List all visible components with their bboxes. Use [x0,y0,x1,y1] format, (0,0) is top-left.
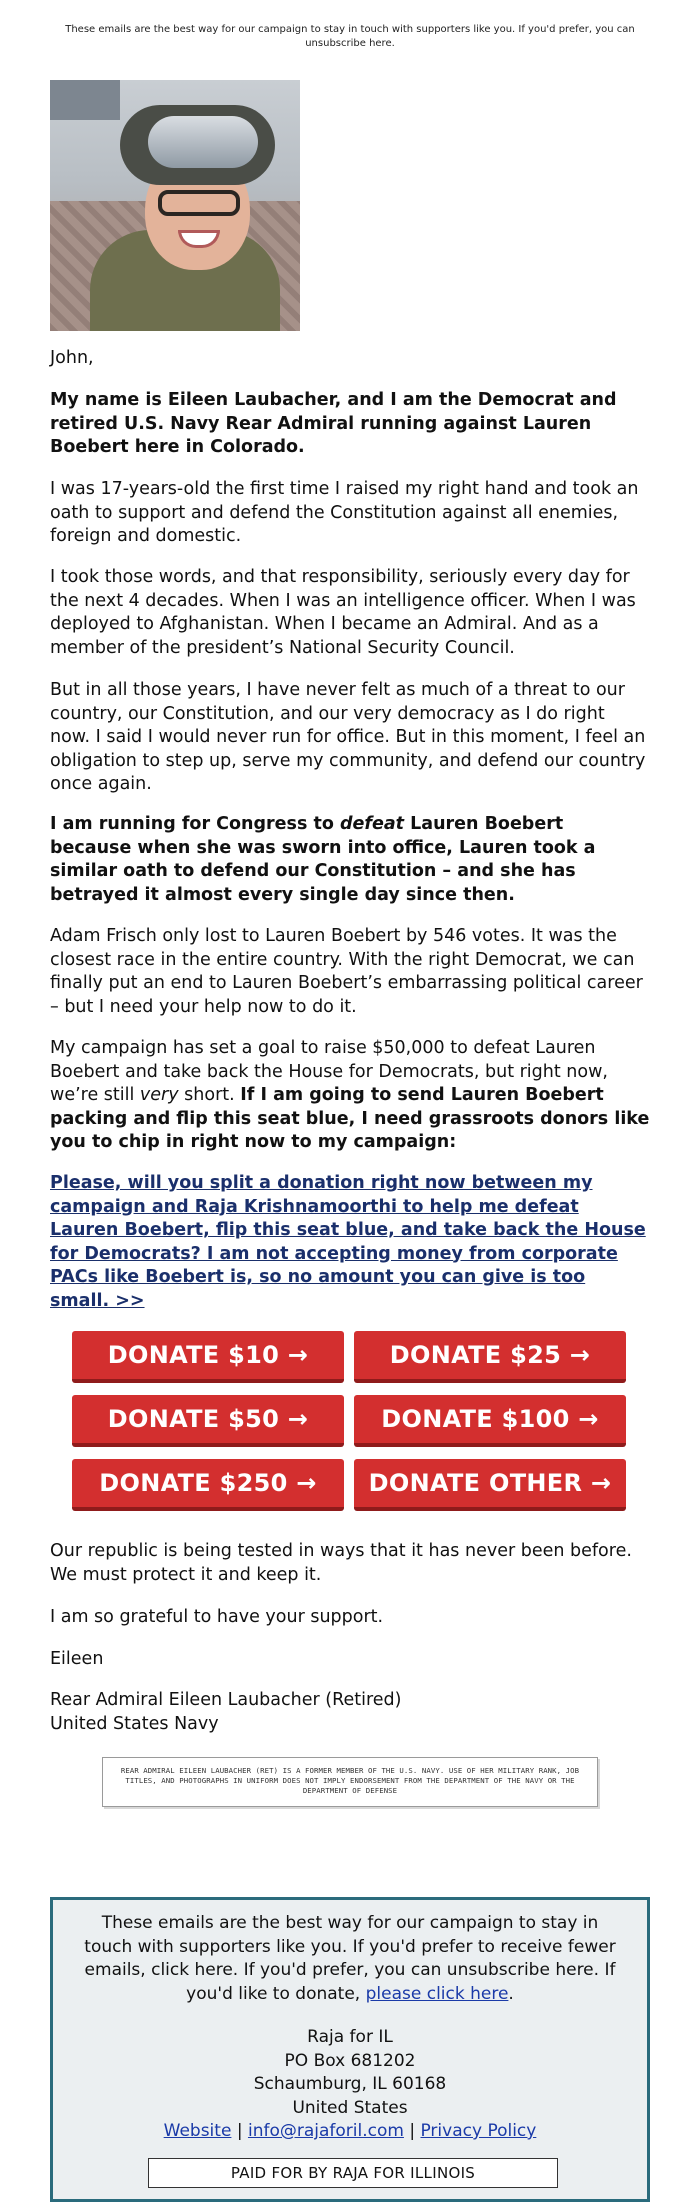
city-line: Schaumburg, IL 60168 [253,2074,447,2094]
signature-block [50,1689,650,1736]
body-paragraph-frisch: Adam Frisch only lost to Lauren Boebert by 546 votes. It was the closest race in the entire country. With the right Democrat, we can finally put an end to Lauren Boebert’s embarrassing political career – but I need your help now to do it. [50,926,643,1017]
donate-25-button[interactable]: DONATE $25 → [354,1331,626,1383]
donate-footer-link[interactable]: please click here [365,1983,509,2004]
emphasis-defeat: defeat [339,814,405,834]
privacy-policy-link[interactable]: Privacy Policy [420,2121,537,2141]
footer [50,1897,650,2202]
country-line: United States [292,2097,408,2118]
greeting: John, [50,348,94,368]
footer-links: Website | info@rajaforil.com | Privacy Policy [163,2121,537,2141]
org-name: Raja for IL [307,2027,393,2047]
donate-10-button[interactable]: DONATE $10 → [72,1331,344,1383]
donation-split-link[interactable]: Please, will you split a donation right now between my campaign and Raja Krishnamoorthi to help me defeat Lauren Boebert, flip this seat blue, and take back the House for Democrats? I am not accepting money from corporate PACs like Boebert is, so no amount you can give is too small. >> [50,1173,646,1311]
website-link[interactable]: Website [163,2121,232,2141]
email-link[interactable]: info@rajaforil.com [247,2121,404,2141]
military-disclaimer: REAR ADMIRAL EILEEN LAUBACHER (RET) IS A FORMER MEMBER OF THE U.S. NAVY. USE OF HER MILITARY RANK, JOB TITLES, AND PHOTOGRAPHS IN UNIFORM DOES NOT IMPLY ENDORSEMENT FROM THE DEPARTMENT OF THE NAVY OR THE DEPARTMENT OF DEFENSE [102,1757,598,1807]
paid-for-box: PAID FOR BY RAJA FOR ILLINOIS [148,2158,558,2188]
body-paragraph-career: I took those words, and that responsibility, seriously every day for the next 4 decades. When I was an intelligence officer. When I was deployed to Afghanistan. When I became an Admiral. And as a member of the president’s National Security Council. [50,567,636,658]
body-paragraph-republic: Our republic is being tested in ways that it has never been before. We must protect it and keep it. [50,1541,632,1585]
donate-other-button[interactable]: DONATE OTHER → [354,1459,626,1511]
signoff: Eileen [50,1649,104,1669]
candidate-photo [50,80,300,331]
donate-50-button[interactable]: DONATE $50 → [72,1395,344,1447]
footer-blurb: These emails are the best way for our campaign to stay in touch with supporters like you. If you'd prefer to receive fewer emails, click here. If you'd prefer, you can unsubscribe here. If you'd like to donate, please click here. [84,1913,616,2004]
body-paragraph-grateful: I am so grateful to have your support. [50,1607,384,1627]
body-paragraph-goal: My campaign has set a goal to raise $50,000 to defeat Lauren Boebert and take back the House for Democrats, but right now, we’re still very short. If I am going to send Lauren Boebert packing and flip this seat blue, I need grassroots donors like you to chip in right now to my campaign: [50,1038,650,1152]
intro-paragraph: My name is Eileen Laubacher, and I am the Democrat and retired U.S. Navy Rear Admiral running against Lauren Boebert here in Colorado. [50,390,617,457]
signature-title: Rear Admiral Eileen Laubacher (Retired) [50,1690,402,1710]
body-paragraph-threat: But in all those years, I have never felt as much of a threat to our country, our Constitution, and our very democracy as I do right now. I said I would never run for office. But in this moment, I feel an obligation to step up, serve my community, and defend our country once again. [50,680,646,794]
body-paragraph-oath: I was 17-years-old the first time I raised my right hand and took an oath to support and defend the Constitution against all enemies, foreign and domestic. [50,479,639,546]
po-box: PO Box 681202 [284,2050,416,2071]
body-paragraph-defeat: I am running for Congress to defeat Lauren Boebert because when she was sworn into office, Lauren took a similar oath to defend our Constitution – and she has betrayed it almost every single day since then. [50,814,596,905]
donate-250-button[interactable]: DONATE $250 → [72,1459,344,1511]
preheader-text: These emails are the best way for our campaign to stay in touch with supporters like you. If you'd prefer, you can unsubscribe here. [65,24,635,49]
footer-address [53,2026,647,2144]
signature-branch: United States Navy [50,1713,219,1734]
donate-100-button[interactable]: DONATE $100 → [354,1395,626,1447]
